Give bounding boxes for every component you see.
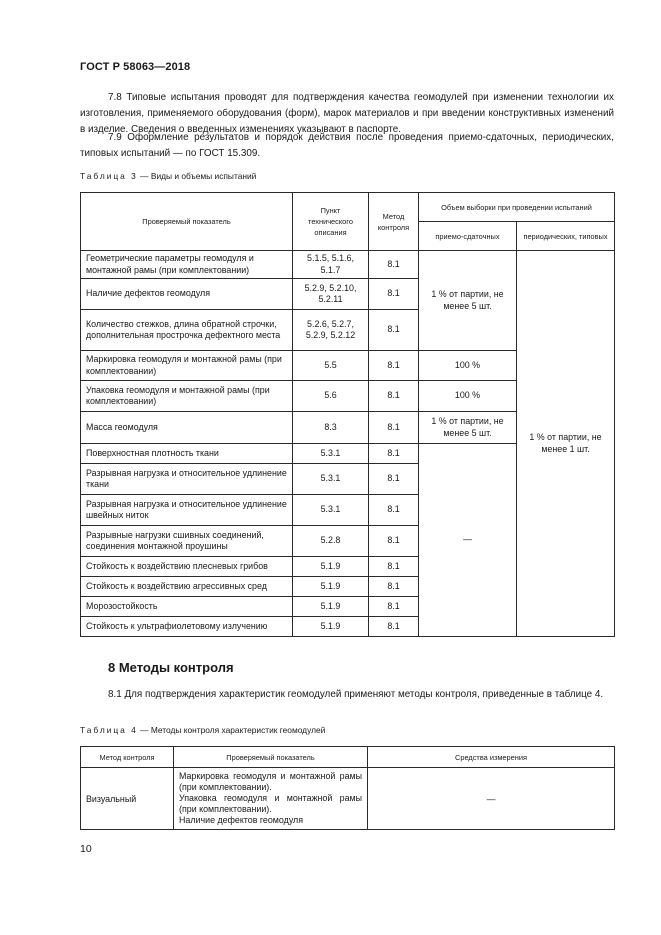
- table4-header-tools: Средства измерения: [368, 747, 615, 768]
- row-method: 8.1: [369, 444, 419, 464]
- table4-method-cell: Визуальный: [81, 768, 174, 830]
- row-method: 8.1: [369, 557, 419, 577]
- row-clause: 8.3: [293, 412, 369, 444]
- row-method: 8.1: [369, 526, 419, 557]
- row-clause: 5.2.6, 5.2.7, 5.2.9, 5.2.12: [293, 310, 369, 351]
- row-method: 8.1: [369, 412, 419, 444]
- table4-caption-label: Таблица 4: [80, 725, 138, 735]
- row-clause: 5.1.9: [293, 617, 369, 637]
- table4-header-indicator: Проверяемый показатель: [174, 747, 368, 768]
- row-method: 8.1: [369, 381, 419, 412]
- table4: [80, 746, 615, 830]
- row-indicator: Количество стежков, длина обратной строчки, дополнительная прострочка дефектного места: [81, 310, 293, 351]
- acceptance-group1: 1 % от партии, не менее 5 шт.: [419, 251, 517, 351]
- acceptance-marking: 100 %: [419, 351, 517, 381]
- row-indicator: Разрывная нагрузка и относительное удлинение ткани: [81, 464, 293, 495]
- row-indicator: Стойкость к ультрафиолетовому излучению: [81, 617, 293, 637]
- table3-caption-label: Таблица 3: [80, 171, 138, 181]
- row-method: 8.1: [369, 310, 419, 351]
- row-indicator: Стойкость к воздействию плесневых грибов: [81, 557, 293, 577]
- table3-caption: [80, 170, 256, 182]
- paragraph-7-8: 7.8 Типовые испытания проводят для подтверждения качества геомодулей при изменении технологии их изготовления, применяемого оборудования (форм), марок материалов и при введении конструктивных изменений в изделие. Сведения о введенных изменениях указывают в паспорте.: [80, 92, 614, 136]
- table4-header-method: Метод контроля: [81, 747, 174, 768]
- row-clause: 5.1.9: [293, 597, 369, 617]
- row-method: 8.1: [369, 577, 419, 597]
- table-row: [81, 251, 615, 279]
- table3-header-volume: Объем выборки при проведении испытаний: [419, 193, 615, 222]
- row-clause: 5.3.1: [293, 495, 369, 526]
- table4-indicator-line: Наличие дефектов геомодуля: [179, 815, 304, 825]
- row-method: 8.1: [369, 495, 419, 526]
- row-clause: 5.3.1: [293, 464, 369, 495]
- acceptance-packing: 100 %: [419, 381, 517, 412]
- row-clause: 5.2.9, 5.2.10, 5.2.11: [293, 279, 369, 310]
- row-indicator: Поверхностная плотность ткани: [81, 444, 293, 464]
- row-indicator: Разрывные нагрузки сшивных соединений, соединения монтажной проушины: [81, 526, 293, 557]
- periodic-all: 1 % от партии, не менее 1 шт.: [517, 251, 615, 637]
- table3-caption-text: — Виды и объемы испытаний: [137, 171, 257, 181]
- paragraph-7-9: 7.9 Оформление результатов и порядок действия после проведения приемо-сдаточных, периодических, типовых испытаний — по ГОСТ 15.309.: [80, 132, 614, 160]
- row-clause: 5.1.5, 5.1.6, 5.1.7: [293, 251, 369, 279]
- row-indicator: Упаковка геомодуля и монтажной рамы (при комплектовании): [81, 381, 293, 412]
- section-8-title: 8 Методы контроля: [108, 660, 234, 675]
- page-number: 10: [80, 843, 92, 855]
- row-clause: 5.1.9: [293, 577, 369, 597]
- table-row: [81, 768, 615, 830]
- row-clause: 5.3.1: [293, 444, 369, 464]
- row-indicator: Разрывная нагрузка и относительное удлинение швейных ниток: [81, 495, 293, 526]
- row-method: 8.1: [369, 617, 419, 637]
- row-indicator: Морозостойкость: [81, 597, 293, 617]
- table3-header-indicator: Проверяемый показатель: [81, 193, 293, 251]
- acceptance-rest: —: [419, 444, 517, 637]
- table3-header-method: Метод контроля: [369, 193, 419, 251]
- row-clause: 5.2.8: [293, 526, 369, 557]
- row-method: 8.1: [369, 597, 419, 617]
- paragraph-8-1: 8.1 Для подтверждения характеристик геомодулей применяют методы контроля, приведенные в таблице 4.: [108, 689, 604, 700]
- row-indicator: Геометрические параметры геомодуля и монтажной рамы (при комплектовании): [81, 251, 293, 279]
- row-indicator: Стойкость к воздействию агрессивных сред: [81, 577, 293, 597]
- table4-tools-cell: —: [368, 768, 615, 830]
- table4-caption-text: — Методы контроля характеристик геомодулей: [137, 725, 326, 735]
- table3-header-periodic: периодических, типовых: [517, 222, 615, 251]
- table4-indicator-line: Упаковка геомодуля и монтажной рамы (при комплектовании).: [179, 793, 362, 814]
- row-indicator: Масса геомодуля: [81, 412, 293, 444]
- row-method: 8.1: [369, 351, 419, 381]
- row-indicator: Маркировка геомодуля и монтажной рамы (при комплектовании): [81, 351, 293, 381]
- row-method: 8.1: [369, 251, 419, 279]
- table3-header-acceptance: приемо-сдаточных: [419, 222, 517, 251]
- document-code: ГОСТ Р 58063—2018: [80, 61, 191, 73]
- row-indicator: Наличие дефектов геомодуля: [81, 279, 293, 310]
- row-clause: 5.6: [293, 381, 369, 412]
- table4-indicator-line: Маркировка геомодуля и монтажной рамы (при комплектовании).: [179, 771, 362, 792]
- row-method: 8.1: [369, 279, 419, 310]
- row-clause: 5.1.9: [293, 557, 369, 577]
- table3-header-clause: Пункт технического описания: [293, 193, 369, 251]
- table4-indicator-cell: [174, 768, 368, 830]
- row-clause: 5.5: [293, 351, 369, 381]
- acceptance-mass: 1 % от партии, не менее 5 шт.: [419, 412, 517, 444]
- row-method: 8.1: [369, 464, 419, 495]
- table3: [80, 192, 615, 637]
- table4-caption: [80, 724, 325, 736]
